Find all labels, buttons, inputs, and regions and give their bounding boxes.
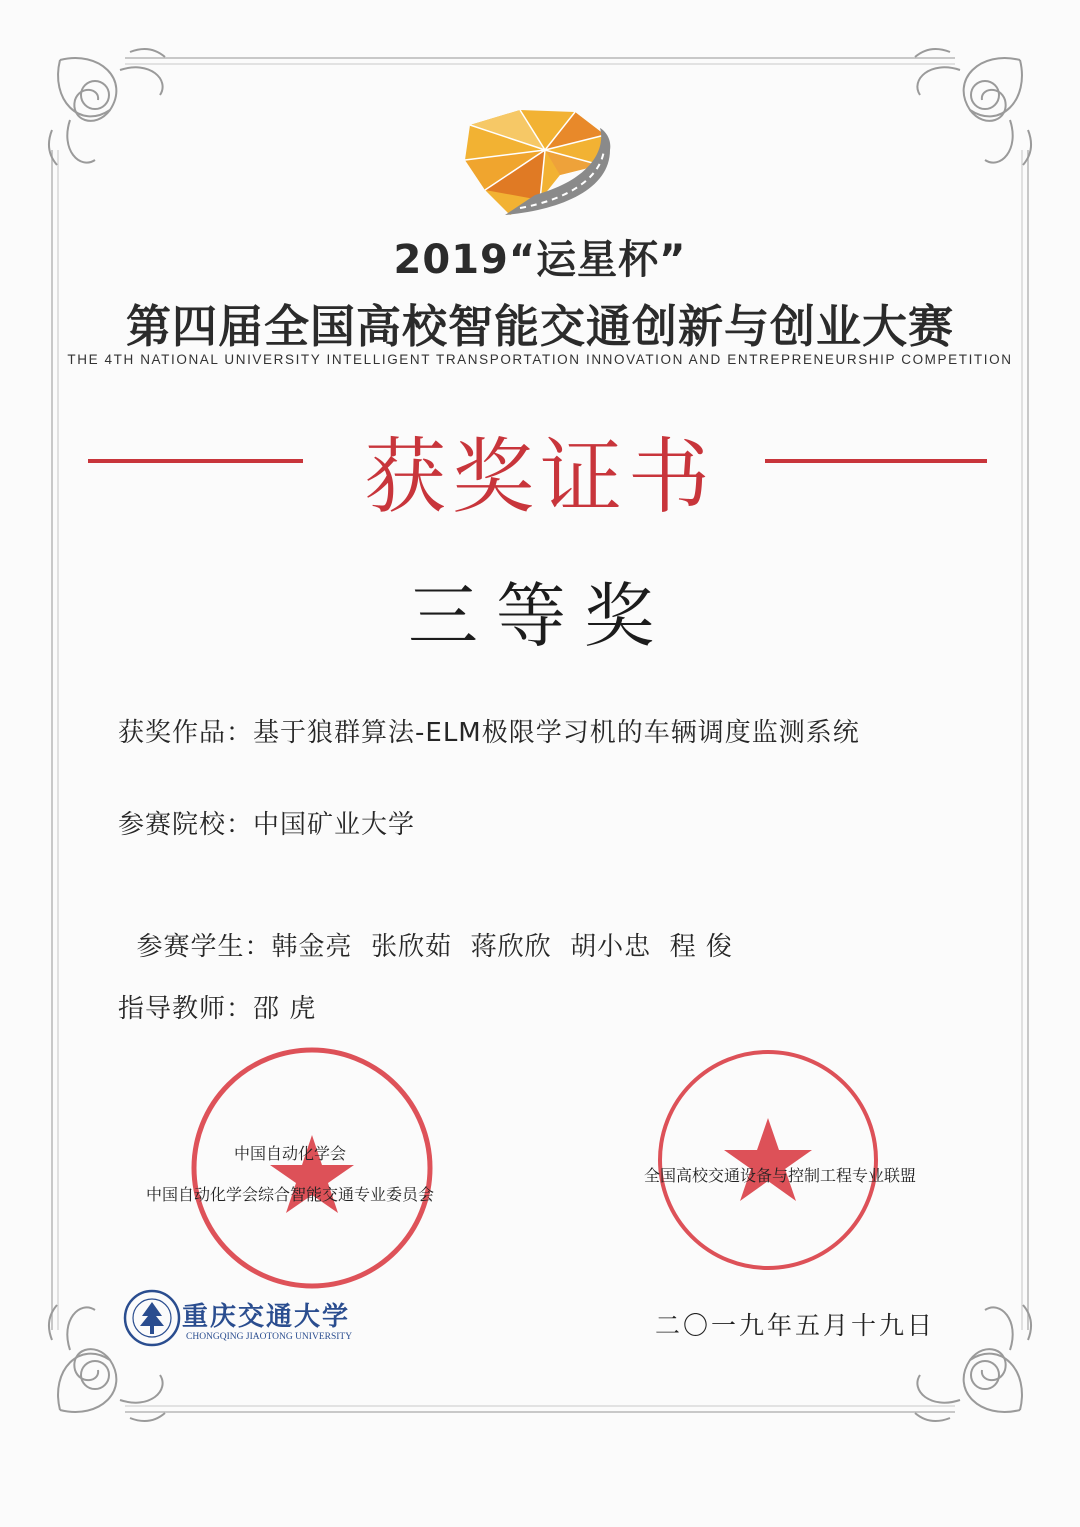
organizer-right-line1: 全国高校交通设备与控制工程专业联盟 [643, 1166, 916, 1185]
award-work-label: 获奖作品： [118, 718, 254, 748]
corner-ornament-top-left [49, 49, 165, 165]
award-level: 三等奖 [408, 575, 672, 657]
school-row [118, 804, 415, 841]
school-value: 中国矿业大学 [253, 810, 416, 840]
competition-title: 第四届全国高校智能交通创新与创业大赛 [125, 300, 954, 353]
organizer-left-line2: 中国自动化学会综合智能交通专业委员会 [145, 1185, 434, 1204]
university-name-cn: 重庆交通大学 [182, 1302, 351, 1332]
competition-subtitle-en: THE 4TH NATIONAL UNIVERSITY INTELLIGENT TRANSPORTATION INNOVATION AND ENTREPRENEURSHIP COMPETITION [67, 352, 1013, 367]
organizer-left-line1: 中国自动化学会 [233, 1144, 346, 1163]
competition-year-line: 2019“运星杯” [393, 237, 687, 283]
advisor-value: 邵 虎 [253, 994, 317, 1024]
organizer-seal-left [194, 1050, 430, 1286]
issue-date: 二〇一九年五月十九日 [655, 1311, 936, 1340]
award-work-value: 基于狼群算法-ELM极限学习机的车辆调度监测系统 [253, 718, 860, 748]
award-work-row [118, 712, 860, 749]
university-name-en: CHONGQING JIAOTONG UNIVERSITY [186, 1332, 353, 1342]
organizer-seal-right [660, 1052, 876, 1268]
students-row [118, 896, 733, 963]
competition-logo-icon [465, 110, 610, 215]
advisor-row [118, 988, 316, 1025]
advisor-label: 指导教师： [118, 994, 254, 1024]
school-label: 参赛院校： [118, 810, 254, 840]
certificate-title: 获奖证书 [363, 430, 716, 525]
university-emblem-icon [125, 1291, 179, 1345]
corner-ornament-top-right [915, 49, 1031, 165]
students-value: 韩金亮 张欣茹 蒋欣欣 胡小忠 程 俊 [271, 932, 733, 962]
students-label: 参赛学生： [136, 932, 272, 962]
